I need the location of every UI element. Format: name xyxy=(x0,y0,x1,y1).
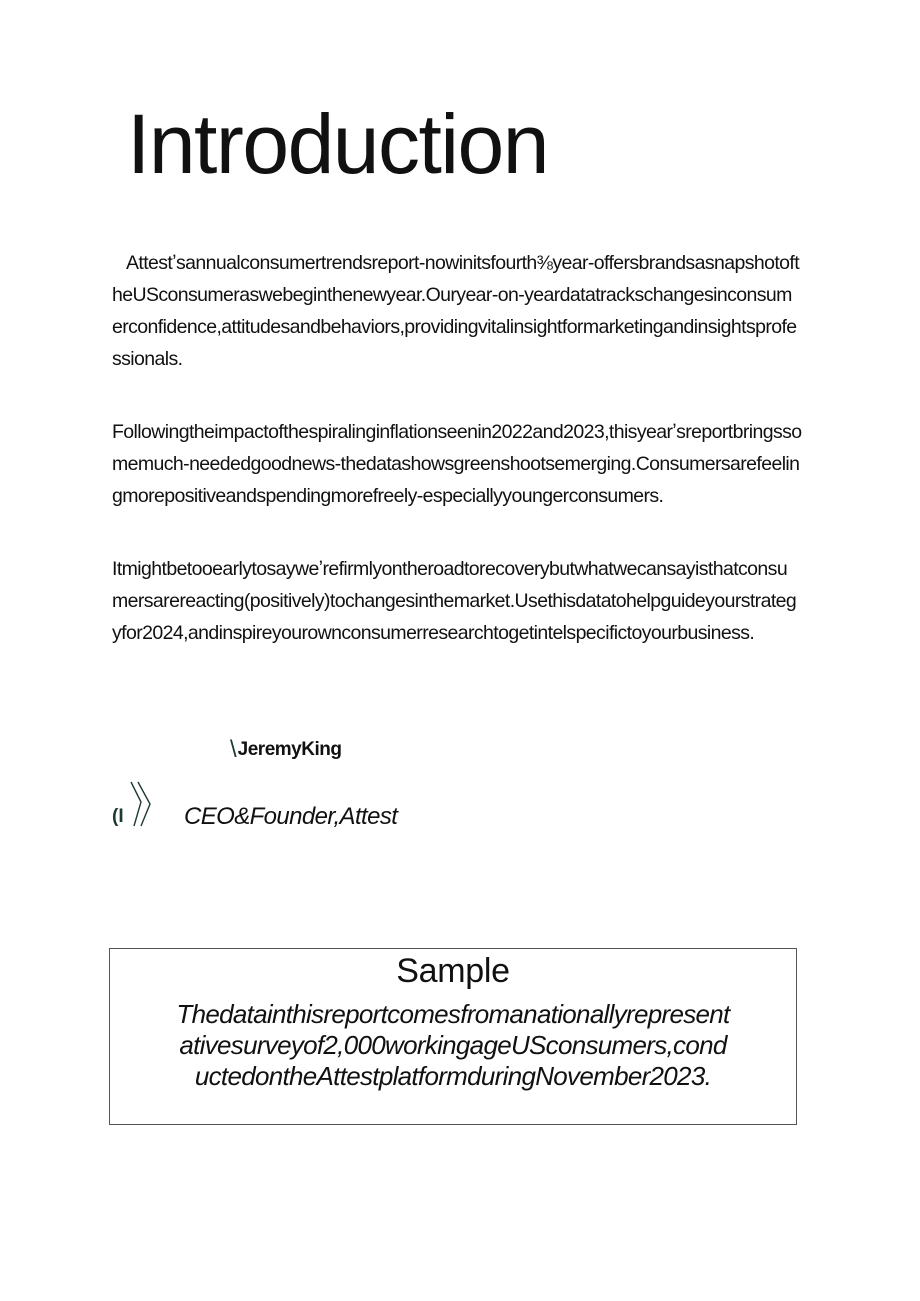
page-title: Introduction xyxy=(127,97,548,191)
logo-letter: (I xyxy=(112,806,124,827)
double-chevron-icon xyxy=(128,780,154,830)
sample-description: Thedatainthisreportcomesfromanationallyrepresentativesurveyof2,000workingageUSconsumers,conductedontheAttestplatformduringNovember2023. xyxy=(176,999,730,1091)
signatory-role: CEO&Founder,Attest xyxy=(184,803,398,830)
signature-mark: \ xyxy=(230,736,237,763)
intro-paragraph-3: Itmightbetooearlytosayweʼrefirmlyontheroadtorecoverybutwhatwecansayisthatconsumersarereacting(positively)tochangesinthemarket.Usethisdatatohelpguideyourstrategyfor2024,andinspireyourownconsumerresearchtogetintelspecifictoyourbusiness. xyxy=(112,558,797,644)
intro-paragraph-2: Followingtheimpactofthespiralinginflationseenin2022and2023,thisyearʼsreportbringssomemuch-neededgoodnews-thedatashowsgreenshootsemerging.Consumersarefeelingmorepositiveandspendingmorefreely-especiallyyoungerconsumers. xyxy=(112,421,802,507)
sample-title: Sample xyxy=(396,952,510,990)
intro-paragraph-1: Attestʼsannualconsumertrendsreport-nowinitsfourth⅜year-offersbrandsasnapshotoftheUSconsumeraswebeginthenewyear.Ouryear-on-yeardatatrackschangesinconsumerconfidence,attitudesandbehaviors,providingvitalinsightformarketingandinsightsprofessionals. xyxy=(112,252,800,370)
attest-logo xyxy=(112,780,154,836)
signature xyxy=(230,736,341,764)
signatory-name: JeremyKing xyxy=(237,739,342,760)
sample-callout xyxy=(109,948,797,1125)
